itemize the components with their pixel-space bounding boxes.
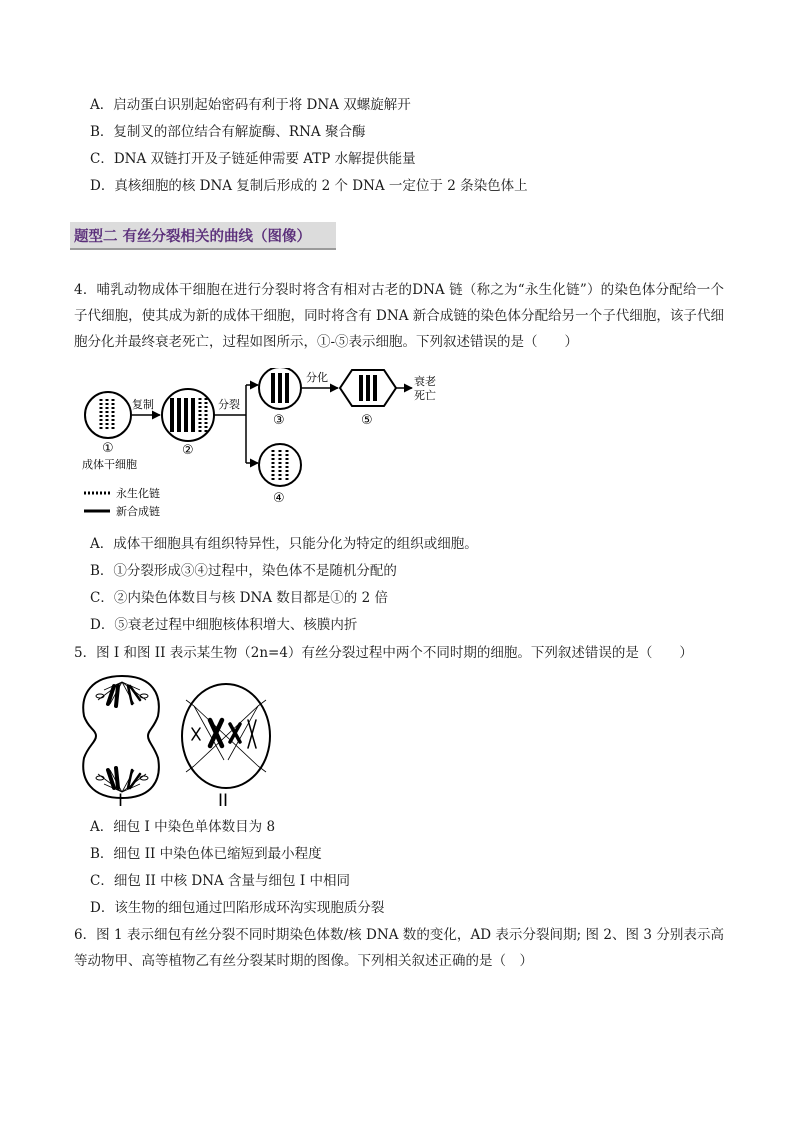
cell-5-label: ⑤ <box>361 413 373 428</box>
q3-option-d: D．真核细胞的核 DNA 复制后形成的 2 个 DNA 一定位于 2 条染色体上 <box>90 178 528 194</box>
q4-option-a: A．成体干细胞具有组织特异性，只能分化为特定的组织或细胞。 <box>90 536 478 552</box>
cell-I <box>83 676 159 798</box>
legend-solid-label: 新合成链 <box>116 505 160 518</box>
label-cell-II: II <box>218 791 229 810</box>
q5-option-b: B．细包 II 中染色体已缩短到最小程度 <box>90 846 322 862</box>
q6-stem: 6．图 1 表示细包有丝分裂不同时期染色体数/核 DNA 数的变化，AD 表示分裂间期; 图 2、图 3 分别表示高等动物甲、高等植物乙有丝分裂某时期的图像。下列相关叙述正确的是（ ） <box>74 927 724 969</box>
section-heading-text: 题型二 有丝分裂相关的曲线（图像） <box>74 229 312 245</box>
cell-5 <box>340 370 396 406</box>
arrow-differentiate-label: 分化 <box>306 371 328 384</box>
cell-2-label: ② <box>182 443 194 458</box>
q4-option-b: B．①分裂形成③④过程中，染色体不是随机分配的 <box>90 563 397 579</box>
q4-option-c: C．②内染色体数目与核 DNA 数目都是①的 2 倍 <box>90 590 388 606</box>
q5-stem: 5．图 I 和图 II 表示某生物（2n=4）有丝分裂过程中两个不同时期的细胞。下列叙述错误的是（ ） <box>74 645 693 661</box>
end-label-senescence: 衰老 <box>414 375 436 388</box>
section-heading <box>70 222 336 250</box>
cell-4-label: ④ <box>273 491 285 506</box>
cell-1-label: ① <box>102 441 114 456</box>
end-label-death: 死亡 <box>414 389 436 402</box>
cell-3 <box>259 368 301 409</box>
q3-option-b: B．复制叉的部位结合有解旋酶、RNA 聚合酶 <box>90 124 366 140</box>
cell-4 <box>259 444 301 486</box>
q4-stem: 4．哺乳动物成体干细胞在进行分裂时将含有相对古老的DNA 链（称之为“永生化链”）的染色体分配给一个子代细胞，使其成为新的成体干细胞，同时将含有 DNA 新合成链的染色体分配给另一个子代细胞，该子代细胞分化并最终衰老死亡，过程如图所示，①-⑤表示细胞。下列叙述错误的是（ ） <box>74 282 724 350</box>
cell-1 <box>85 392 131 438</box>
q5-option-d: D．该生物的细包通过凹陷形成环沟实现胞质分裂 <box>90 900 385 916</box>
label-cell-I: I <box>118 791 124 810</box>
q5-option-c: C．细包 II 中核 DNA 含量与细包 I 中相同 <box>90 873 350 889</box>
q5-figure <box>74 670 274 810</box>
cell-II <box>182 684 270 788</box>
arrow-replicate-label: 复制 <box>132 398 154 411</box>
q5-option-a: A．细包 I 中染色单体数目为 8 <box>90 819 276 835</box>
q3-option-c: C．DNA 双链打开及子链延伸需要 ATP 水解提供能量 <box>90 151 416 167</box>
cell-1-caption: 成体干细胞 <box>82 458 137 471</box>
cell-2 <box>162 389 214 441</box>
legend-dotted-label: 永生化链 <box>116 487 160 500</box>
arrow-divide-label: 分裂 <box>218 398 240 411</box>
q4-option-d: D．⑤衰老过程中细胞核体积增大、核膜内折 <box>90 617 358 633</box>
cell-3-label: ③ <box>273 413 285 428</box>
q4-figure <box>78 368 528 518</box>
q3-option-a: A．启动蛋白识别起始密码有利于将 DNA 双螺旋解开 <box>90 97 411 113</box>
